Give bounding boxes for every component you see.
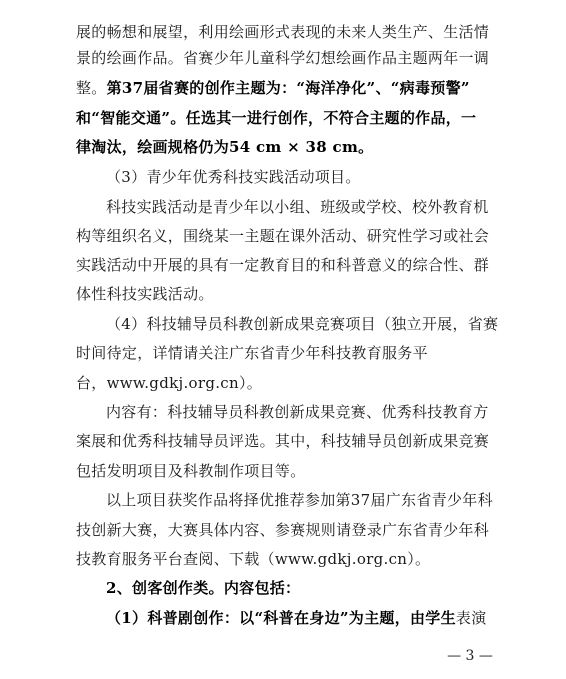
paragraph-line-9: 实践活动中开展的具有一定教育目的和科普意义的综合性、群: [76, 256, 490, 274]
paragraph-line-21: [106, 608, 496, 628]
section-heading-3: （3）青少年优秀科技实践活动项目。: [106, 168, 361, 186]
section-heading-4: （4）科技辅导员科教创新成果竞赛项目（独立开展，省赛: [106, 315, 499, 333]
paragraph-line-14: 内容有：科技辅导员科教创新成果竞赛、优秀科技教育方: [106, 403, 489, 421]
paragraph-line-8: 构等组织名义，围绕某一主题在课外活动、研究性学习或社会: [76, 227, 490, 245]
paragraph-line-3: [76, 78, 496, 98]
paragraph-line-19: 技教育服务平台查阅、下载（www.gdkj.org.cn）。: [76, 550, 431, 568]
paragraph-line-16: 包括发明项目及科教制作项目等。: [76, 462, 306, 480]
paragraph-line-4: 和“智能交通”。任选其一进行创作，不符合主题的作品，一: [76, 109, 477, 127]
page-number: — 3 —: [447, 648, 493, 664]
paragraph-line-2: 景的绘画作品。省赛少年儿童科学幻想绘画作品主题两年一调: [76, 49, 490, 67]
line-3-normal-text: 整。: [76, 79, 107, 97]
line-21-normal-text: 表演: [455, 609, 487, 627]
section-heading-2: 2、创客创作类。内容包括：: [106, 579, 301, 597]
paragraph-line-10: 体性科技实践活动。: [76, 285, 214, 303]
paragraph-line-18: 技创新大赛，大赛具体内容、参赛规则请登录广东省青少年科: [76, 521, 490, 539]
line-21-bold-text: （1）科普剧创作：以“科普在身边”为主题，由学生: [106, 609, 456, 627]
paragraph-line-15: 案展和优秀科技辅导员评选。其中，科技辅导员创新成果竞赛: [76, 432, 490, 450]
paragraph-line-7: 科技实践活动是青少年以小组、班级或学校、校外教育机: [106, 198, 489, 216]
paragraph-line-12: 时间待定，详情请关注广东省青少年科技教育服务平: [76, 344, 428, 362]
paragraph-line-5: 律淘汰，绘画规格仍为54 cm × 38 cm。: [76, 138, 374, 156]
paragraph-line-13: 台，www.gdkj.org.cn）。: [76, 374, 263, 392]
paragraph-line-1: 展的畅想和展望，利用绘画形式表现的未来人类生产、生活情: [76, 23, 490, 41]
line-3-bold-text: 第37届省赛的创作主题为：“海洋净化”、“病毒预警”: [106, 79, 470, 97]
paragraph-line-17: 以上项目获奖作品将择优推荐参加第37届广东省青少年科: [106, 491, 493, 509]
